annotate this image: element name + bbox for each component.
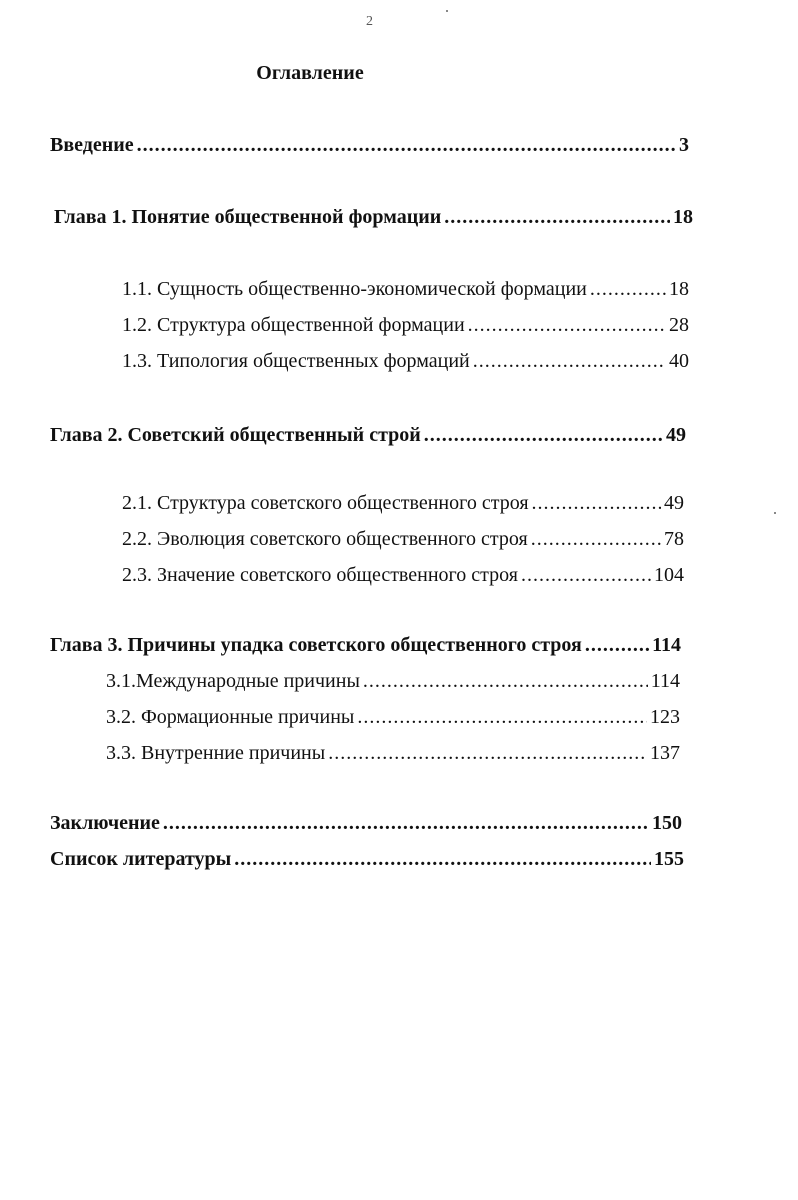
dot-leader [234, 848, 651, 871]
toc-entry-intro[interactable] [50, 134, 689, 157]
page-number-mark: 2 [366, 14, 373, 29]
toc-entry-page: 49 [664, 492, 684, 514]
toc-entry-page: 114 [650, 670, 680, 692]
toc-entry-label: 2.1. Структура советского общественного строя [122, 492, 529, 514]
toc-entry-page: 150 [652, 812, 682, 834]
scan-artifact-dot [446, 10, 448, 12]
toc-entry-page: 18 [673, 206, 693, 228]
dot-leader [585, 634, 649, 657]
dot-leader [357, 706, 647, 729]
dot-leader [590, 278, 666, 301]
toc-entry-label: Глава 1. Понятие общественной формации [54, 206, 442, 228]
toc-entry-page: 137 [650, 742, 680, 764]
toc-entry-section-3-3[interactable] [106, 742, 680, 765]
toc-entry-label: 2.2. Эволюция советского общественного строя [122, 528, 528, 550]
toc-entry-label: Заключение [50, 812, 160, 834]
toc-entry-label: Глава 3. Причины упадка советского общественного строя [50, 634, 582, 656]
toc-entry-page: 114 [652, 634, 681, 656]
toc-entry-page: 104 [654, 564, 684, 586]
toc-entry-page: 155 [654, 848, 684, 870]
toc-entry-page: 3 [679, 134, 689, 156]
toc-entry-page: 28 [669, 314, 689, 336]
scan-artifact-dot [774, 512, 776, 514]
toc-entry-section-3-2[interactable] [106, 706, 680, 729]
toc-entry-section-3-1[interactable] [106, 670, 680, 693]
toc-entry-label: 1.1. Сущность общественно-экономической формации [122, 278, 587, 300]
dot-leader [473, 350, 666, 373]
toc-entry-section-1-1[interactable] [122, 278, 689, 301]
dot-leader [424, 424, 663, 447]
dot-leader [531, 528, 661, 551]
toc-entry-page: 123 [650, 706, 680, 728]
toc-entry-page: 18 [669, 278, 689, 300]
dot-leader [328, 742, 647, 765]
toc-entry-conclusion[interactable] [50, 812, 682, 835]
toc-entry-label: Глава 2. Советский общественный строй [50, 424, 421, 446]
toc-entry-label: Список литературы [50, 848, 232, 870]
toc-entry-page: 78 [664, 528, 684, 550]
toc-entry-chapter-1[interactable] [54, 206, 693, 229]
toc-entry-label: 3.3. Внутренние причины [106, 742, 326, 764]
toc-entry-section-2-1[interactable] [122, 492, 684, 515]
toc-entry-label: 1.2. Структура общественной формации [122, 314, 465, 336]
toc-entry-page: 40 [669, 350, 689, 372]
toc-entry-label: Введение [50, 134, 134, 156]
toc-entry-page: 49 [666, 424, 686, 446]
toc-entry-chapter-3[interactable] [50, 634, 681, 657]
dot-leader [163, 812, 649, 835]
toc-entry-references[interactable] [50, 848, 684, 871]
toc-entry-label: 1.3. Типология общественных формаций [122, 350, 470, 372]
toc-entry-label: 3.1.Международные причины [106, 670, 360, 692]
toc-entry-section-2-2[interactable] [122, 528, 684, 551]
toc-entry-section-2-3[interactable] [122, 564, 684, 587]
toc-title: Оглавление [256, 62, 364, 84]
dot-leader [521, 564, 651, 587]
toc-entry-label: 3.2. Формационные причины [106, 706, 355, 728]
toc-entry-label: 2.3. Значение советского общественного строя [122, 564, 518, 586]
dot-leader [468, 314, 666, 337]
toc-entry-section-1-2[interactable] [122, 314, 689, 337]
dot-leader [137, 134, 676, 157]
toc-entry-section-1-3[interactable] [122, 350, 689, 373]
dot-leader [532, 492, 661, 515]
dot-leader [444, 206, 670, 229]
toc-entry-chapter-2[interactable] [50, 424, 686, 447]
dot-leader [363, 670, 648, 693]
